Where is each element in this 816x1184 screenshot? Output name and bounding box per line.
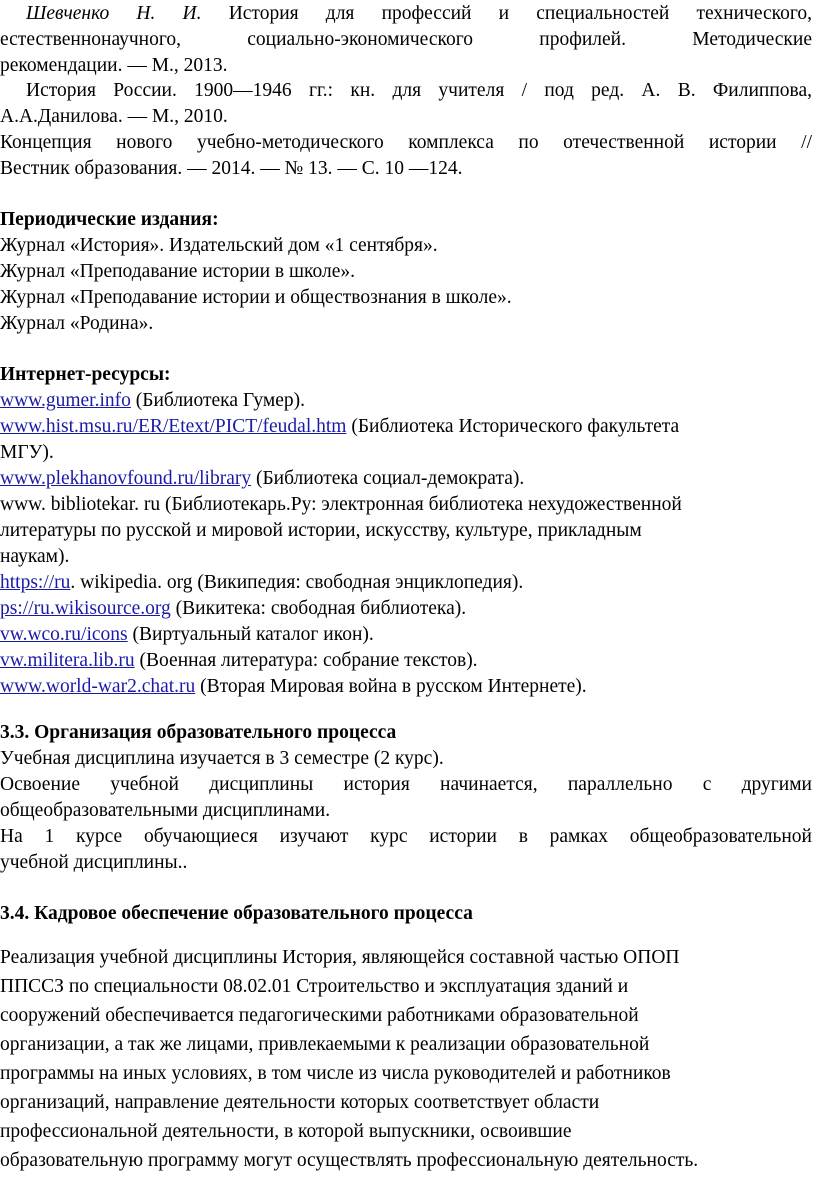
hist-msu-link[interactable]: www.hist.msu.ru/ER/Etext/PICT/feudal.htm [0, 416, 347, 437]
lit-3-line-2: Вестник образования. — 2014. — № 13. — С. 10 —124. [0, 158, 463, 179]
s33-paragraph-2-line-1: Освоение учебной дисциплины история начинается, параллельно с другими [0, 774, 812, 795]
internet-heading: Интернет-ресурсы: [0, 364, 171, 385]
lit-1-title: История для профессий и специальностей технического, [228, 3, 812, 24]
gumer-link[interactable]: www.gumer.info [0, 390, 131, 411]
resource-desc: (Виртуальный каталог икон). [127, 624, 374, 645]
wikisource-link[interactable]: ps://ru.wikisource.org [0, 598, 171, 619]
s33-paragraph-1: Учебная дисциплина изучается в 3 семестре (2 курс). [0, 748, 444, 769]
resource-plekhanov [0, 466, 524, 492]
resource-desc: (Военная литература: собрание текстов). [134, 650, 478, 671]
s34-line: организации, а так же лицами, привлекаемыми к реализации образовательной [0, 1034, 650, 1055]
wco-link[interactable]: vw.wco.ru/icons [0, 624, 128, 645]
resource-desc: (Библиотека социал-демократа). [251, 468, 525, 489]
resource-desc: (Библиотека Гумер). [130, 390, 306, 411]
s34-line: ППССЗ по специальности 08.02.01 Строительство и эксплуатация зданий и [0, 976, 629, 997]
resource-desc: . wikipedia. org (Википедия: свободная энциклопедия). [70, 572, 524, 593]
s34-line: профессиональной деятельности, в которой выпускники, освоившие [0, 1121, 572, 1142]
resource-wikisource [0, 596, 466, 622]
resource-desc: (Викитека: свободная библиотека). [170, 598, 467, 619]
section-3-4-heading: 3.4. Кадровое обеспечение образовательного процесса [0, 903, 473, 924]
lit-3-line-1: Концепция нового учебно-методического комплекса по отечественной истории // [0, 132, 812, 153]
resource-gumer [0, 388, 305, 414]
resource-militera [0, 648, 478, 674]
world-war2-link[interactable]: www.world-war2.chat.ru [0, 676, 196, 697]
resource-bibliotekar-l2: литературы по русской и мировой истории, искусству, культуре, прикладным [0, 520, 642, 541]
resource-world-war2 [0, 674, 587, 700]
s34-line: программы на иных условиях, в том числе из числа руководителей и работников [0, 1063, 671, 1084]
lit-2-line-1: История России. 1900—1946 гг.: кн. для учителя / под ред. А. В. Филиппова, [26, 80, 812, 101]
resource-desc: (Библиотека Исторического факультета [346, 416, 680, 437]
s34-line: сооружений обеспечивается педагогическими работниками образовательной [0, 1005, 639, 1026]
resource-hist-msu [0, 414, 679, 440]
periodical-item: Журнал «Преподавание истории в школе». [0, 261, 356, 282]
militera-link[interactable]: vw.militera.lib.ru [0, 650, 135, 671]
resource-wikipedia [0, 570, 523, 596]
resource-wco [0, 622, 374, 648]
lit-1-author: Шевченко Н. И. [26, 3, 202, 24]
plekhanov-link[interactable]: www.plekhanovfound.ru/library [0, 468, 252, 489]
s34-line: организаций, направление деятельности которых соответствует области [0, 1092, 600, 1113]
resource-hist-msu-cont: МГУ). [0, 442, 54, 463]
lit-1-line-1 [26, 1, 812, 27]
s33-paragraph-3-line-2: учебной дисциплины.. [0, 852, 188, 873]
resource-bibliotekar-l1: www. bibliotekar. ru (Библиотекарь.Ру: электронная библиотека нехудожественной [0, 494, 682, 515]
s34-line: образовательную программу могут осуществлять профессиональную деятельность. [0, 1150, 699, 1171]
periodical-item: Журнал «История». Издательский дом «1 сентября». [0, 235, 438, 256]
resource-bibliotekar-l3: наукам). [0, 546, 70, 567]
lit-1-line-3: рекомендации. — М., 2013. [0, 55, 228, 76]
s34-line: Реализация учебной дисциплины История, являющейся составной частью ОПОП [0, 947, 680, 968]
periodical-item: Журнал «Преподавание истории и обществознания в школе». [0, 287, 512, 308]
s33-paragraph-3-line-1: На 1 курсе обучающиеся изучают курс истории в рамках общеобразовательной [0, 826, 812, 847]
periodical-item: Журнал «Родина». [0, 313, 154, 334]
resource-desc: (Вторая Мировая война в русском Интернете). [195, 676, 587, 697]
lit-1-line-2: естественнонаучного, социально-экономического профилей. Методические [0, 29, 812, 50]
lit-2-line-2: А.А.Данилова. — М., 2010. [0, 106, 228, 127]
periodicals-heading: Периодические издания: [0, 209, 219, 230]
wikipedia-link[interactable]: https://ru [0, 572, 71, 593]
s33-paragraph-2-line-2: общеобразовательными дисциплинами. [0, 800, 331, 821]
section-3-3-heading: 3.3. Организация образовательного процесса [0, 722, 397, 743]
